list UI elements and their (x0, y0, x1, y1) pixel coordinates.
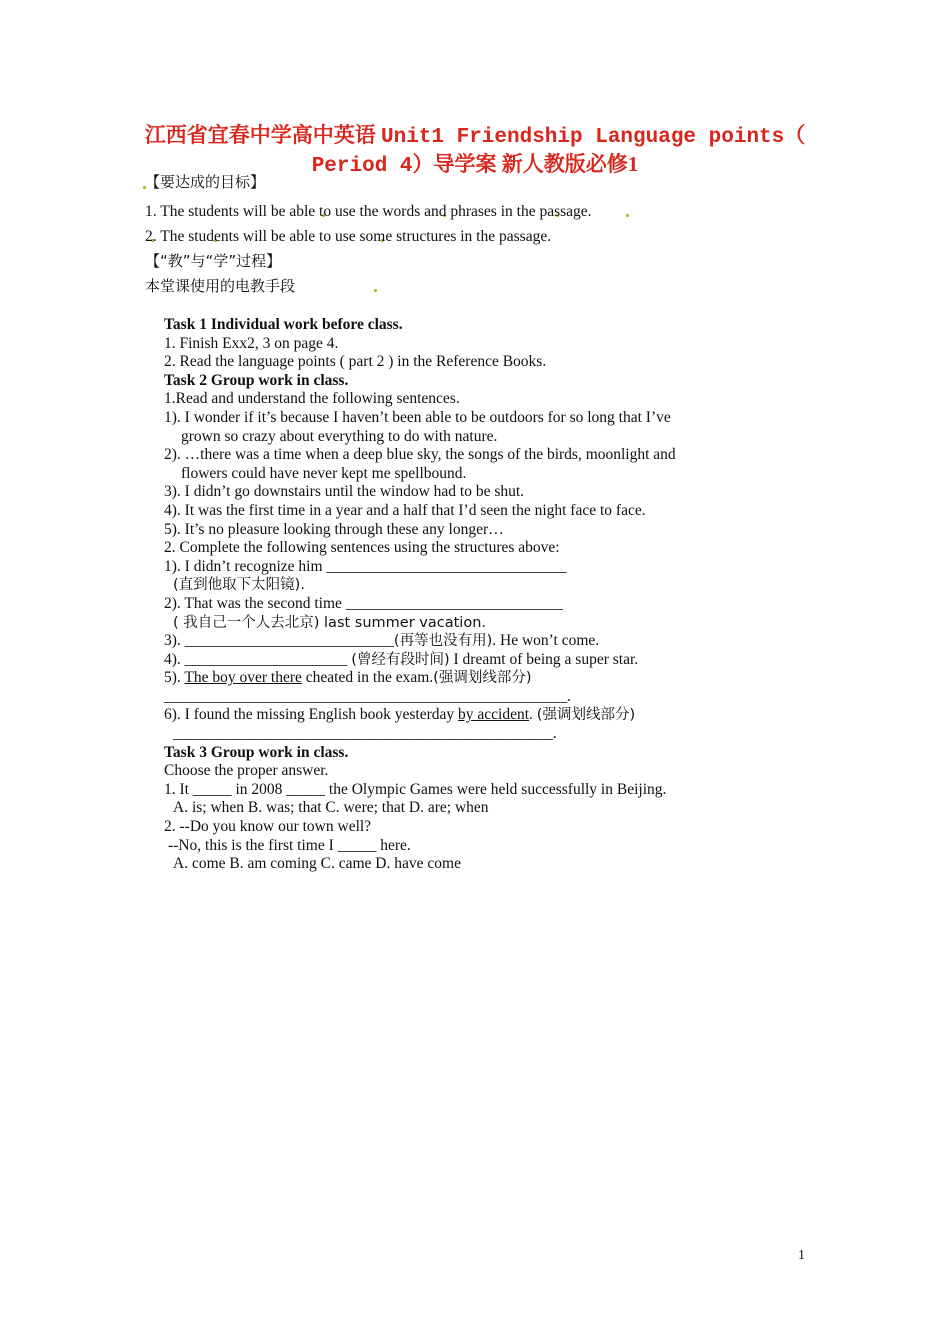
sentence-4: 4). It was the first time in a year and a half that I’d seen the night face to face. (164, 501, 646, 519)
decorative-dot (626, 214, 629, 217)
complete-4 (164, 651, 784, 670)
complete-6 (164, 706, 784, 725)
goal-item: 1. The students will be able to use the words and phrases in the passage. (145, 203, 592, 220)
question-1-options: A. is; when B. was; that C. were; that D. are; when (173, 799, 489, 817)
sentence-5: 5). It’s no pleasure looking through these any longer… (164, 520, 504, 538)
complete-5-underlined: The boy over there (184, 669, 302, 687)
complete-6-underlined: by accident (458, 706, 530, 724)
complete-6-rest: . (529, 706, 537, 724)
complete-3 (164, 632, 784, 651)
task3-instruction: Choose the proper answer. (164, 762, 329, 780)
complete-4-rest: I dreamt of being a super star. (449, 650, 639, 668)
complete-6-text: 6). I found the missing English book yesterday (164, 706, 459, 724)
title-cn-suffix: 导学案 新人教版必修1 (433, 152, 639, 176)
complete-2: 2). That was the second time ____________________________ (164, 594, 563, 612)
page-number: 1 (798, 1248, 805, 1263)
task3-heading: Task 3 Group work in class. (164, 743, 349, 761)
goal-item: 2. The students will be able to use some structures in the passage. (145, 228, 552, 245)
question-2: 2. --Do you know our town well? (164, 818, 372, 836)
sentence-3: 3). I didn’t go downstairs until the window had to be shut. (164, 483, 525, 501)
complete-4-hint: (曾经有段时间) (351, 651, 450, 668)
complete-6-hint: (强调划线部分) (536, 707, 636, 724)
complete-heading: 2. Complete the following sentences using the structures above: (164, 539, 560, 557)
complete-5 (164, 669, 784, 688)
complete-1: 1). I didn’t recognize him _______________________________ (164, 557, 567, 575)
sentence-1-cont: grown so crazy about everything to do with nature. (181, 427, 498, 445)
title-en-part: Unit1 Friendship Language points（ (380, 126, 806, 149)
question-1: 1. It _____ in 2008 _____ the Olympic Games were held successfully in Beijing. (164, 780, 667, 798)
task2-heading: Task 2 Group work in class. (164, 371, 349, 389)
complete-5-answer-line: ____________________________________________________. (164, 687, 571, 705)
title-line-1 (100, 122, 850, 151)
read-heading: 1.Read and understand the following sentences. (164, 390, 460, 408)
complete-3-blank: 3). ___________________________ (164, 632, 394, 650)
media-text: 本堂课使用的电教手段 (145, 277, 296, 295)
complete-6-answer-line: _________________________________________________. (173, 725, 557, 743)
question-2-options: A. come B. am coming C. came D. have come (173, 855, 461, 873)
complete-3-hint: (再等也没有用) (393, 633, 493, 650)
sentence-2-cont: flowers could have never kept me spellbound. (181, 464, 467, 482)
complete-5-num: 5). (164, 669, 185, 687)
worksheet-body (164, 316, 784, 874)
process-heading: 【“教”与“学”过程】 (145, 252, 282, 270)
sentence-1: 1). I wonder if it’s because I haven’t been able to be outdoors for so long that I’ve (164, 408, 671, 426)
decorative-dot (374, 289, 377, 292)
question-2-reply: --No, this is the first time I _____ here. (168, 836, 411, 854)
goals-heading: 【要达成的目标】 (145, 173, 266, 191)
task1-item: 2. Read the language points ( part 2 ) in the Reference Books. (164, 353, 547, 371)
complete-5-rest: cheated in the exam. (301, 669, 434, 687)
task1-heading: Task 1 Individual work before class. (164, 316, 403, 333)
task1-item: 1. Finish Exx2, 3 on page 4. (164, 334, 339, 352)
complete-1-hint: (直到他取下太阳镜). (173, 577, 305, 594)
sentence-2: 2). …there was a time when a deep blue sky, the songs of the birds, moonlight and (164, 446, 676, 464)
title-period-part: Period 4） (311, 155, 434, 178)
complete-3-rest: . He won’t come. (492, 632, 600, 650)
complete-5-hint: (强调划线部分) (433, 670, 532, 687)
title-cn-part: 江西省宜春中学高中英语 (144, 123, 381, 147)
complete-2-hint (164, 614, 784, 633)
complete-4-blank: 4). _____________________ (164, 650, 352, 668)
complete-2-hint-text: ( 我自己一个人去北京) last summer vacation. (173, 614, 486, 631)
